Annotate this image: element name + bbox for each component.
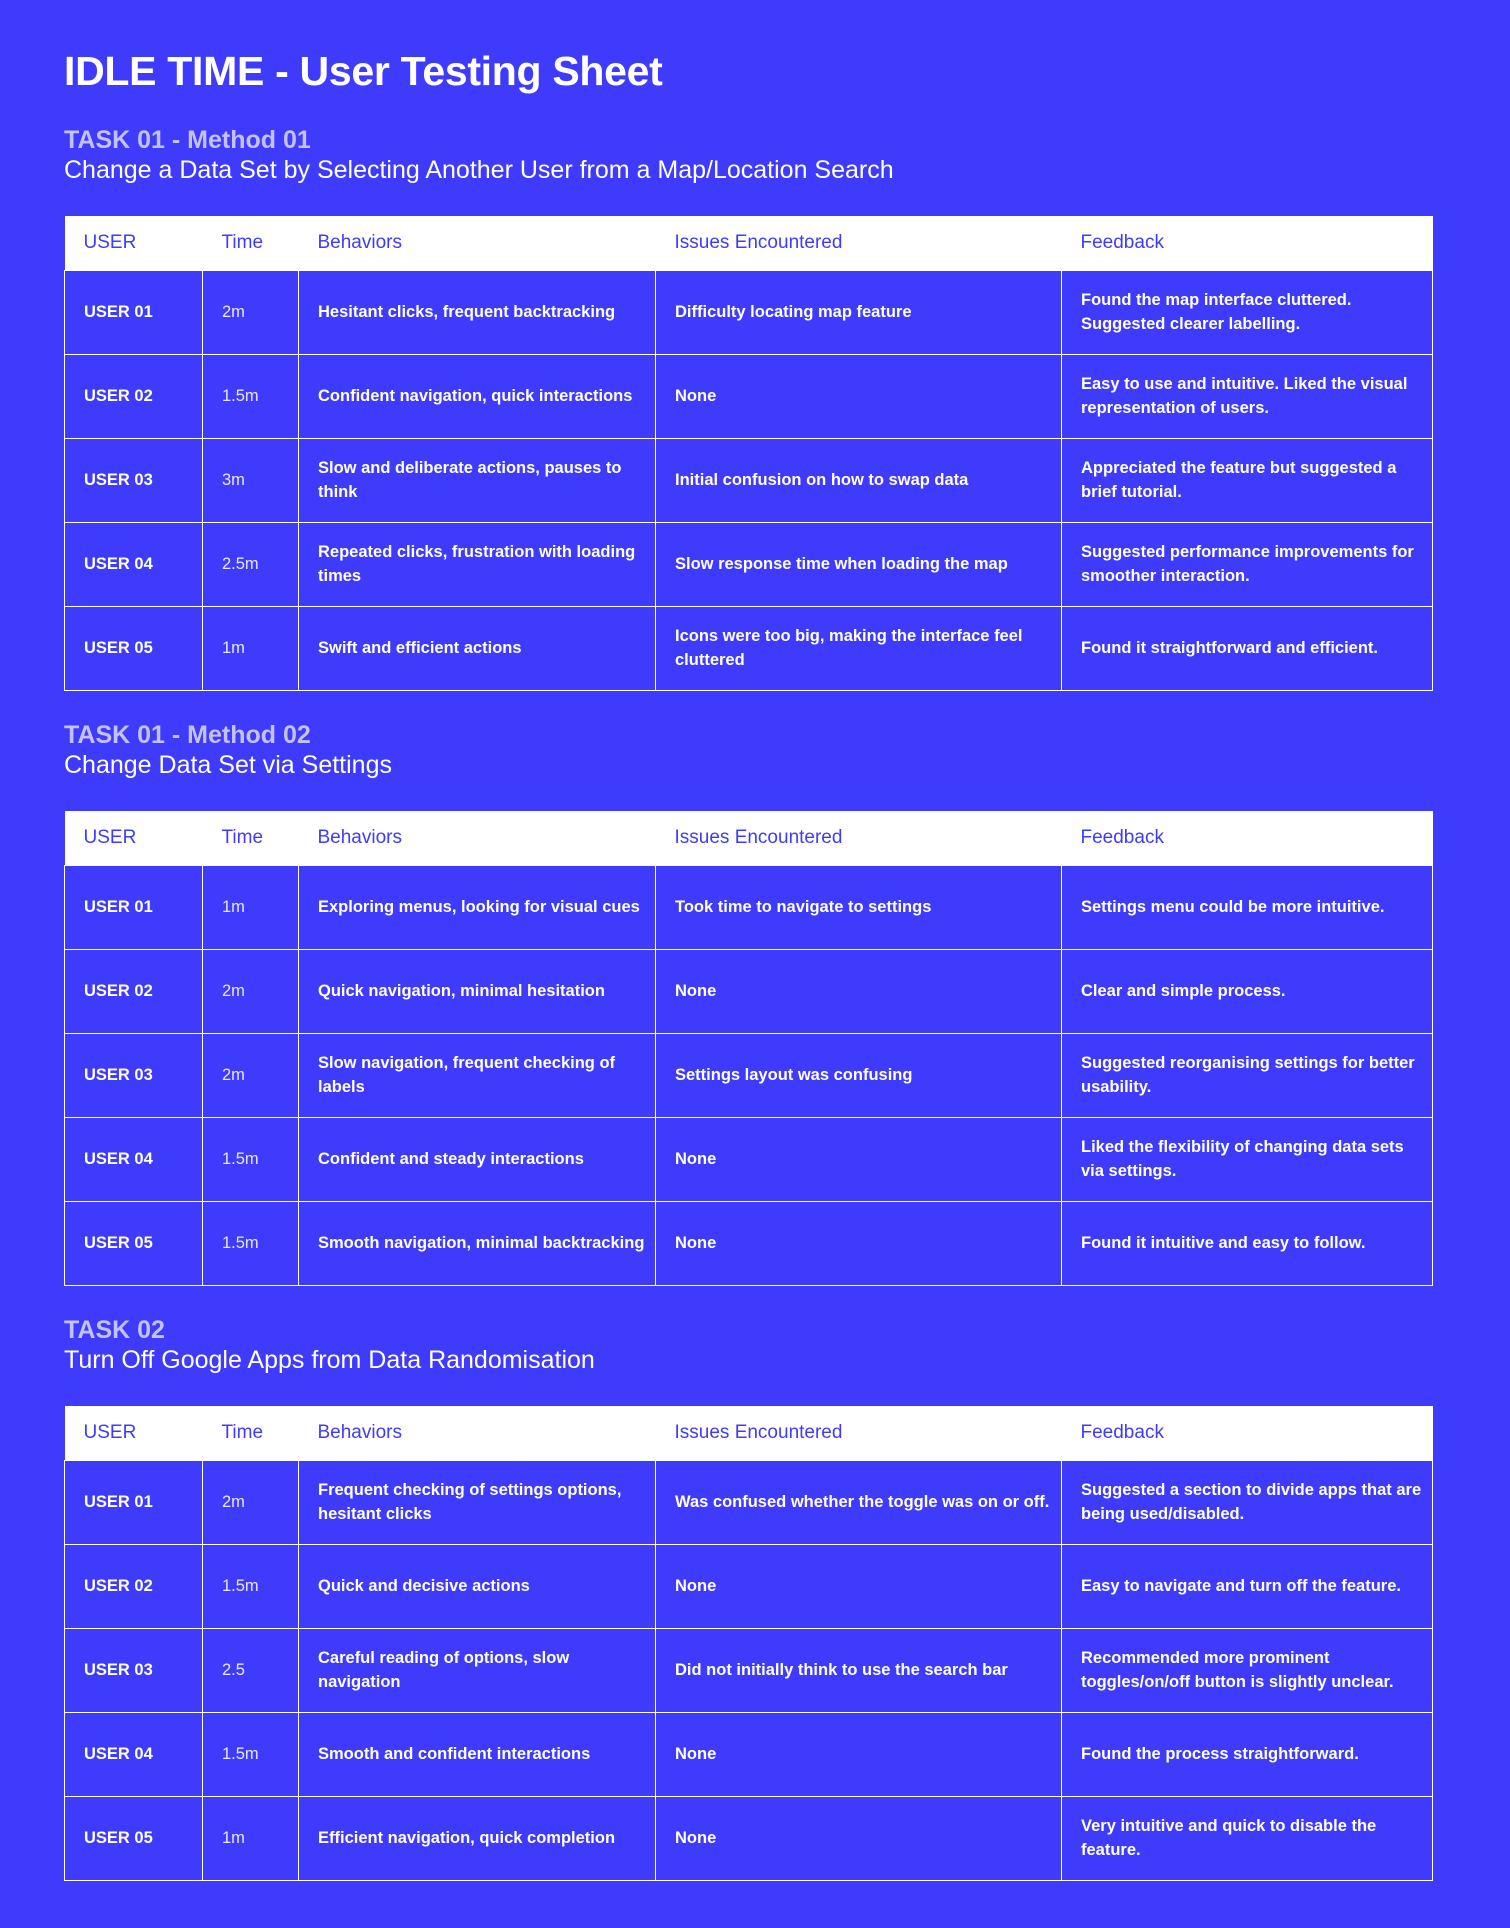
section-label: TASK 01 - Method 01 (64, 126, 311, 154)
cell-feedback: Easy to use and intuitive. Liked the visual representation of users. (1062, 354, 1433, 438)
cell-behaviors: Swift and efficient actions (299, 606, 656, 690)
cell-behaviors: Slow navigation, frequent checking of labels (299, 1033, 656, 1117)
header-user: USER (83, 826, 137, 848)
cell-issues: Slow response time when loading the map (656, 522, 1062, 606)
section-subtitle: Change Data Set via Settings (64, 751, 392, 779)
header-issues: Issues Encountered (674, 826, 843, 848)
table-row (65, 522, 1433, 606)
table-row (65, 865, 1433, 949)
cell-feedback: Appreciated the feature but suggested a brief tutorial. (1062, 438, 1433, 522)
task-section (64, 125, 1432, 669)
cell-feedback: Found it straightforward and efficient. (1062, 606, 1433, 690)
cell-feedback: Suggested reorganising settings for better usability. (1062, 1033, 1433, 1117)
cell-issues: Took time to navigate to settings (656, 865, 1062, 949)
cell-behaviors: Quick navigation, minimal hesitation (299, 949, 656, 1033)
table-row (65, 1628, 1433, 1712)
cell-behaviors: Exploring menus, looking for visual cues (299, 865, 656, 949)
cell-feedback: Very intuitive and quick to disable the feature. (1062, 1796, 1433, 1880)
table-row (65, 1117, 1433, 1201)
cell-issues: None (656, 1712, 1062, 1796)
cell-issues: Icons were too big, making the interface feel cluttered (656, 606, 1062, 690)
table-header-row (65, 811, 1433, 865)
table-row (65, 1033, 1433, 1117)
section-subtitle: Turn Off Google Apps from Data Randomisation (64, 1346, 595, 1374)
cell-user: USER 01 (65, 865, 203, 949)
cell-time: 1.5m (203, 1712, 299, 1796)
cell-user: USER 02 (65, 1544, 203, 1628)
table-row (65, 1201, 1433, 1285)
cell-time: 1.5m (203, 1201, 299, 1285)
cell-user: USER 04 (65, 1712, 203, 1796)
cell-user: USER 04 (65, 1117, 203, 1201)
cell-feedback: Liked the flexibility of changing data sets via settings. (1062, 1117, 1433, 1201)
header-time: Time (221, 231, 264, 253)
cell-user: USER 01 (65, 270, 203, 354)
cell-time: 2m (203, 1460, 299, 1544)
cell-feedback: Found the process straightforward. (1062, 1712, 1433, 1796)
cell-feedback: Found it intuitive and easy to follow. (1062, 1201, 1433, 1285)
cell-user: USER 05 (65, 1201, 203, 1285)
header-feedback: Feedback (1080, 231, 1164, 253)
cell-issues: Initial confusion on how to swap data (656, 438, 1062, 522)
cell-issues: None (656, 1117, 1062, 1201)
cell-issues: Settings layout was confusing (656, 1033, 1062, 1117)
cell-feedback: Clear and simple process. (1062, 949, 1433, 1033)
cell-user: USER 04 (65, 522, 203, 606)
results-table (64, 1406, 1433, 1881)
section-subtitle: Change a Data Set by Selecting Another User from a Map/Location Search (64, 156, 894, 184)
cell-time: 1.5m (203, 354, 299, 438)
cell-time: 1m (203, 1796, 299, 1880)
cell-user: USER 01 (65, 1460, 203, 1544)
table-row (65, 354, 1433, 438)
section-label: TASK 01 - Method 02 (64, 721, 311, 749)
cell-issues: None (656, 1201, 1062, 1285)
table-row (65, 1460, 1433, 1544)
section-label: TASK 02 (64, 1316, 165, 1344)
cell-time: 2m (203, 270, 299, 354)
table-row (65, 606, 1433, 690)
table-row (65, 270, 1433, 354)
cell-behaviors: Confident and steady interactions (299, 1117, 656, 1201)
results-table (64, 216, 1433, 691)
cell-feedback: Suggested performance improvements for smoother interaction. (1062, 522, 1433, 606)
cell-issues: Did not initially think to use the search bar (656, 1628, 1062, 1712)
cell-feedback: Suggested a section to divide apps that are being used/disabled. (1062, 1460, 1433, 1544)
cell-time: 1.5m (203, 1117, 299, 1201)
cell-user: USER 05 (65, 606, 203, 690)
cell-behaviors: Quick and decisive actions (299, 1544, 656, 1628)
header-behaviors: Behaviors (317, 231, 402, 253)
cell-issues: None (656, 949, 1062, 1033)
header-feedback: Feedback (1080, 1421, 1164, 1443)
cell-user: USER 05 (65, 1796, 203, 1880)
cell-time: 1m (203, 865, 299, 949)
header-issues: Issues Encountered (674, 1421, 843, 1443)
header-user: USER (83, 231, 137, 253)
cell-time: 1.5m (203, 1544, 299, 1628)
cell-feedback: Found the map interface cluttered. Suggested clearer labelling. (1062, 270, 1433, 354)
cell-issues: None (656, 1544, 1062, 1628)
cell-user: USER 03 (65, 1033, 203, 1117)
cell-behaviors: Frequent checking of settings options, hesitant clicks (299, 1460, 656, 1544)
table-row (65, 1712, 1433, 1796)
cell-feedback: Easy to navigate and turn off the feature. (1062, 1544, 1433, 1628)
table-row (65, 1544, 1433, 1628)
table-header-row (65, 1406, 1433, 1460)
cell-user: USER 02 (65, 354, 203, 438)
cell-time: 3m (203, 438, 299, 522)
table-row (65, 1796, 1433, 1880)
cell-time: 2.5m (203, 522, 299, 606)
cell-user: USER 02 (65, 949, 203, 1033)
page-title: IDLE TIME - User Testing Sheet (64, 48, 663, 94)
cell-behaviors: Careful reading of options, slow navigation (299, 1628, 656, 1712)
table-row (65, 438, 1433, 522)
cell-time: 2m (203, 1033, 299, 1117)
cell-time: 2m (203, 949, 299, 1033)
header-issues: Issues Encountered (674, 231, 843, 253)
cell-behaviors: Smooth navigation, minimal backtracking (299, 1201, 656, 1285)
cell-behaviors: Confident navigation, quick interactions (299, 354, 656, 438)
cell-time: 1m (203, 606, 299, 690)
table-header-row (65, 216, 1433, 270)
header-user: USER (83, 1421, 137, 1443)
cell-behaviors: Smooth and confident interactions (299, 1712, 656, 1796)
cell-behaviors: Efficient navigation, quick completion (299, 1796, 656, 1880)
cell-issues: Was confused whether the toggle was on or off. (656, 1460, 1062, 1544)
task-section (64, 720, 1432, 1252)
header-feedback: Feedback (1080, 826, 1164, 848)
header-behaviors: Behaviors (317, 1421, 402, 1443)
cell-feedback: Settings menu could be more intuitive. (1062, 865, 1433, 949)
header-time: Time (221, 826, 264, 848)
header-behaviors: Behaviors (317, 826, 402, 848)
table-row (65, 949, 1433, 1033)
cell-feedback: Recommended more prominent toggles/on/off button is slightly unclear. (1062, 1628, 1433, 1712)
cell-issues: Difficulty locating map feature (656, 270, 1062, 354)
results-table (64, 811, 1433, 1286)
header-time: Time (221, 1421, 264, 1443)
cell-user: USER 03 (65, 438, 203, 522)
cell-behaviors: Repeated clicks, frustration with loading times (299, 522, 656, 606)
cell-behaviors: Slow and deliberate actions, pauses to think (299, 438, 656, 522)
cell-issues: None (656, 354, 1062, 438)
cell-time: 2.5 (203, 1628, 299, 1712)
task-section (64, 1315, 1432, 1859)
cell-issues: None (656, 1796, 1062, 1880)
cell-user: USER 03 (65, 1628, 203, 1712)
cell-behaviors: Hesitant clicks, frequent backtracking (299, 270, 656, 354)
